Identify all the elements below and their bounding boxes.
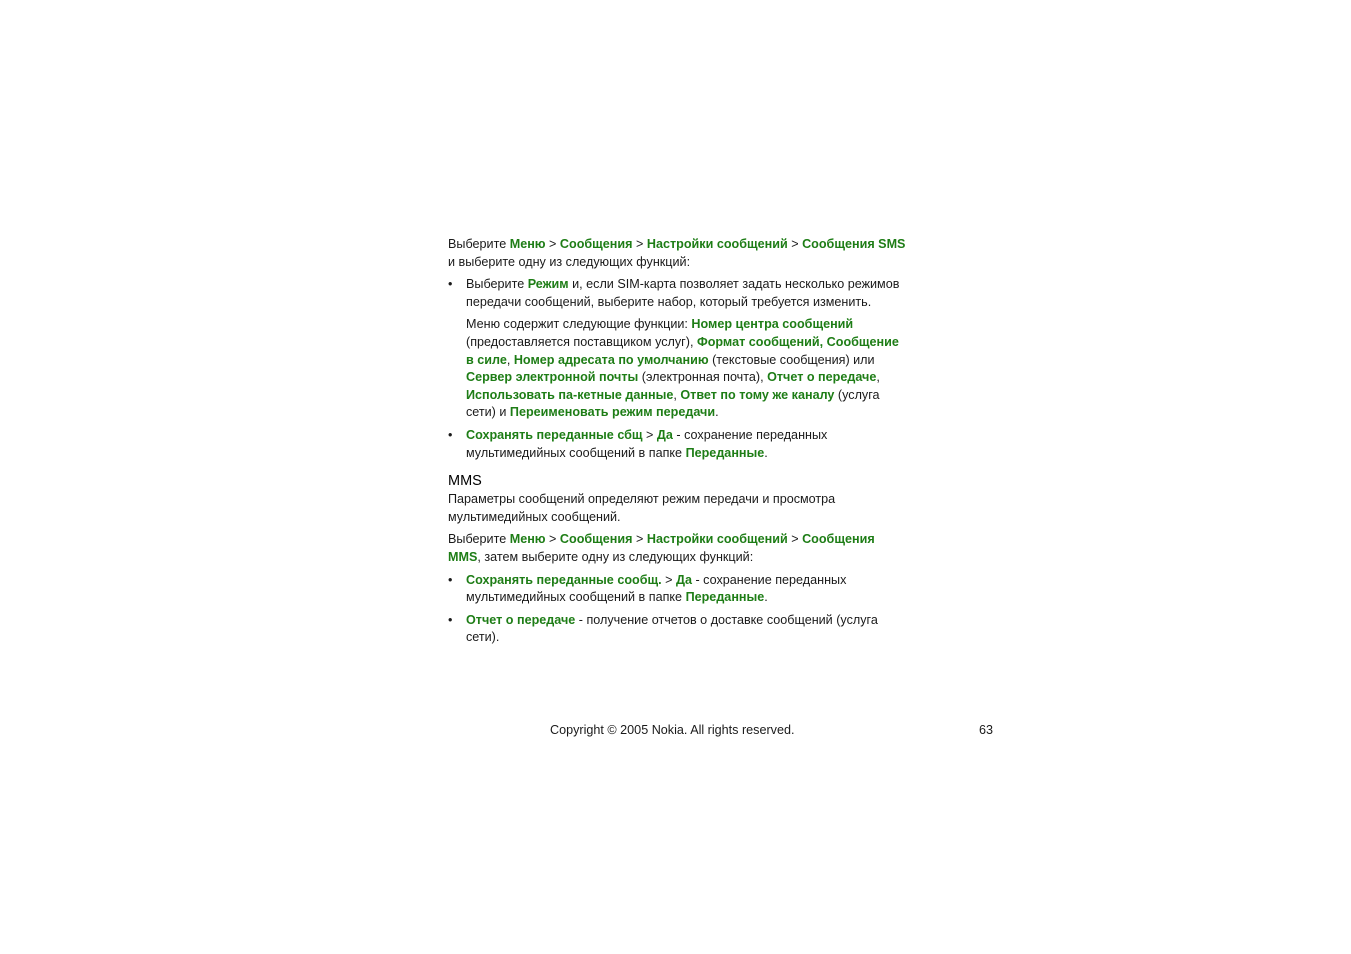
- text: - сохранение переданных мультимедийных сообщений в папке: [466, 427, 828, 460]
- option-message-validity: Сообщение в силе: [466, 334, 899, 367]
- text: и, если SIM-карта позволяет задать несколько режимов передачи сообщений, выберите набор, который требуется изменить.: [466, 277, 900, 309]
- text: , затем выберите одну из следующих функций:: [477, 549, 754, 564]
- path-separator: >: [787, 237, 803, 251]
- path-separator: >: [661, 572, 676, 587]
- delivery-report-description: [466, 612, 906, 647]
- option-mode: Режим: [527, 277, 569, 292]
- text: .: [764, 590, 768, 605]
- separator: ,: [819, 334, 827, 349]
- path-separator: >: [545, 532, 560, 547]
- menu-path-menu: Меню: [509, 532, 546, 547]
- footer-copyright: Copyright © 2005 Nokia. All rights reserved.: [550, 723, 795, 737]
- text: .: [715, 405, 719, 420]
- text: .: [764, 445, 768, 460]
- list-item-mode: [448, 276, 906, 422]
- separator: ,: [506, 352, 514, 367]
- text: - получение отчетов о доставке сообщений (услуга сети).: [466, 612, 878, 645]
- text: (текстовые сообщения) или: [708, 352, 875, 367]
- save-sent-mms-description: [466, 572, 906, 607]
- text: Меню содержит следующие функции:: [466, 317, 692, 332]
- path-separator: >: [787, 532, 803, 547]
- option-yes: Да: [656, 427, 673, 442]
- text: Выберите: [466, 277, 528, 292]
- mms-description: Параметры сообщений определяют режим передачи и просмотра мультимедийных сообщений.: [448, 492, 836, 524]
- option-message-format: Формат сообщений: [696, 334, 820, 349]
- sms-options-list: [448, 276, 906, 462]
- save-sent-description: [466, 427, 906, 462]
- option-message-center: Номер центра сообщений: [691, 317, 854, 332]
- mms-options-list: [448, 572, 906, 647]
- text: Выберите: [448, 532, 510, 547]
- mode-submenu-description: [466, 316, 906, 422]
- mode-description: [466, 276, 906, 311]
- option-reply-same-channel: Ответ по тому же каналу: [680, 387, 835, 402]
- menu-path-menu: Меню: [509, 237, 546, 251]
- text: (электронная почта),: [638, 370, 768, 385]
- separator: ,: [876, 370, 880, 385]
- mms-intro: [448, 531, 906, 566]
- mms-heading: MMS: [448, 473, 482, 490]
- folder-sent: Переданные: [685, 590, 765, 605]
- page-number: 63: [979, 723, 994, 737]
- text: и выберите одну из следующих функций:: [448, 254, 691, 269]
- text: (предоставляется поставщиком услуг),: [466, 334, 697, 349]
- menu-path-messages: Сообщения: [559, 237, 633, 251]
- sms-intro: [448, 236, 906, 271]
- path-separator: >: [545, 237, 560, 251]
- menu-path-settings: Настройки сообщений: [646, 237, 788, 251]
- option-email-server: Сервер электронной почты: [466, 370, 639, 385]
- path-separator: >: [642, 427, 657, 442]
- menu-path-messages: Сообщения: [559, 532, 633, 547]
- page-content: [448, 236, 906, 652]
- option-delivery-report: Отчет о передаче: [466, 612, 576, 627]
- menu-path-sms: Сообщения SMS: [802, 237, 906, 251]
- text: Выберите: [448, 237, 510, 251]
- folder-sent: Переданные: [685, 445, 765, 460]
- list-item-save-sent-mms: [448, 572, 906, 607]
- path-separator: >: [632, 532, 647, 547]
- option-packet-data: Использовать па-кетные данные: [466, 387, 674, 402]
- option-save-sent: Сохранять переданные сбщ: [466, 427, 643, 442]
- option-default-number: Номер адресата по умолчанию: [513, 352, 709, 367]
- menu-path-settings: Настройки сообщений: [646, 532, 788, 547]
- menu-path-mms: Сообщения MMS: [448, 532, 875, 564]
- option-delivery-report: Отчет о передаче: [767, 370, 877, 385]
- list-item-delivery-report: [448, 612, 906, 647]
- option-yes: Да: [675, 572, 692, 587]
- separator: ,: [673, 387, 681, 402]
- list-item-save-sent: [448, 427, 906, 462]
- option-save-sent-mms: Сохранять переданные сообщ.: [466, 572, 662, 587]
- text: - сохранение переданных мультимедийных сообщений в папке: [466, 572, 847, 605]
- text: (услуга сети) и: [466, 387, 880, 420]
- option-rename-mode: Переименовать режим передачи: [509, 405, 716, 420]
- path-separator: >: [632, 237, 647, 251]
